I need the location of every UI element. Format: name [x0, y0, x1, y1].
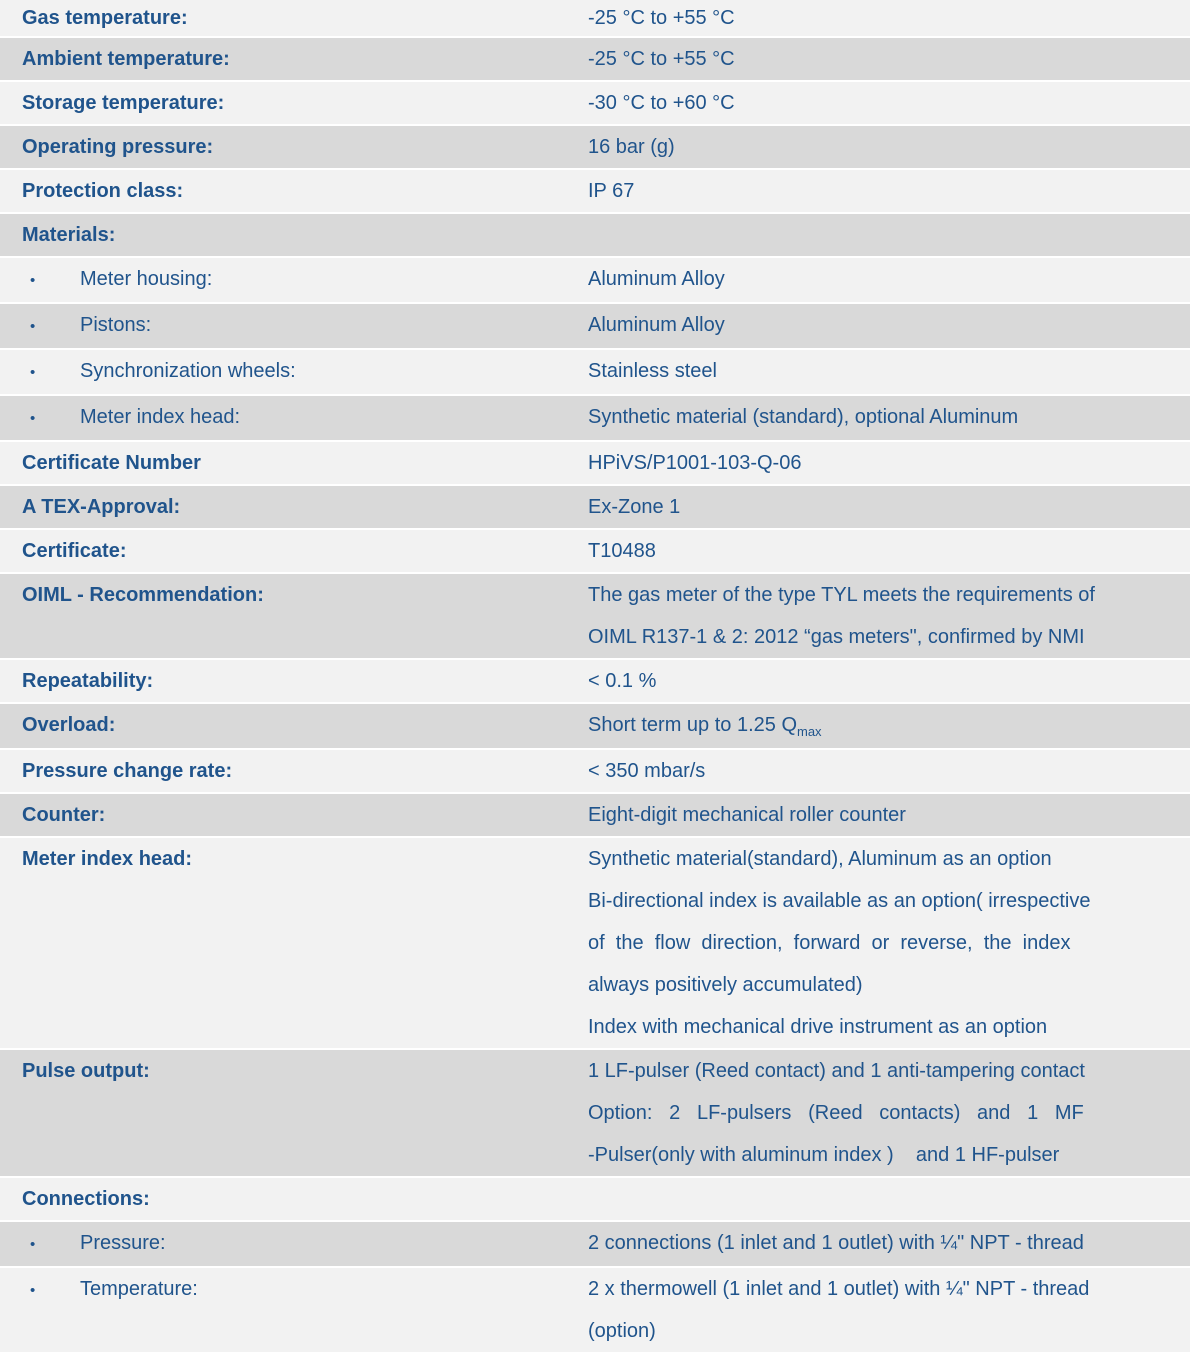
row-value-cell [588, 0, 1190, 36]
bullet-icon: • [30, 272, 36, 289]
row-label-cell [0, 838, 588, 880]
row-value-line [588, 704, 1176, 748]
row-label-cell [0, 82, 588, 124]
row-value-text: Stainless steel [588, 360, 717, 382]
bullet-icon: • [30, 1282, 36, 1299]
row-value-line [588, 530, 1176, 572]
row-label: Pulse output: [22, 1060, 150, 1082]
row-label-cell [0, 396, 588, 440]
row-label: Operating pressure: [22, 136, 214, 158]
row-value-text: Bi-directional index is available as an option( irrespective [588, 890, 1091, 912]
bullet-icon: • [30, 1236, 36, 1253]
table-row [0, 1178, 1190, 1220]
row-label: Storage temperature: [22, 92, 225, 114]
row-label-cell [0, 0, 588, 36]
row-label-cell [0, 214, 588, 256]
table-row [0, 396, 1190, 440]
row-label: Counter: [22, 804, 106, 826]
row-value-text: Eight-digit mechanical roller counter [588, 804, 906, 826]
row-value-cell [588, 574, 1190, 658]
row-value-text: Ex-Zone 1 [588, 496, 681, 518]
row-value-text: OIML R137-1 & 2: 2012 “gas meters", confirmed by NMI [588, 626, 1085, 648]
row-value-text: 2 connections (1 inlet and 1 outlet) with ¼" NPT - thread [588, 1232, 1084, 1254]
row-label: Pistons: [80, 314, 152, 336]
row-value-line [588, 616, 1176, 658]
row-label: Ambient temperature: [22, 48, 230, 70]
row-value-line [588, 964, 1176, 1006]
row-value-cell [588, 660, 1190, 702]
row-value-cell [588, 442, 1190, 484]
row-value-cell [588, 750, 1190, 792]
row-label: Meter index head: [22, 848, 193, 870]
row-value-text: < 350 mbar/s [588, 760, 706, 782]
row-value-text: T10488 [588, 540, 656, 562]
row-value-cell [588, 126, 1190, 168]
row-value-cell [588, 1222, 1190, 1264]
row-value-line [588, 750, 1176, 792]
row-value-cell [588, 258, 1190, 300]
table-row [0, 530, 1190, 572]
row-value-text: -25 °C to +55 °C [588, 48, 735, 70]
row-label-cell [0, 126, 588, 168]
row-label-cell [0, 486, 588, 528]
table-row [0, 1222, 1190, 1266]
table-row [0, 750, 1190, 792]
table-row [0, 0, 1190, 36]
table-row [0, 126, 1190, 168]
row-value-cell [588, 486, 1190, 528]
row-value-text: Option: 2 LF-pulsers (Reed contacts) and 1 MF [588, 1102, 1084, 1124]
row-value-line [588, 38, 1176, 80]
row-label: Materials: [22, 224, 116, 246]
row-label-cell [0, 574, 588, 616]
row-value-cell [588, 1050, 1190, 1176]
row-value-line [588, 574, 1176, 616]
row-value-text: -30 °C to +60 °C [588, 92, 735, 114]
row-value-line [588, 1310, 1176, 1352]
bullet-icon: • [30, 364, 36, 381]
row-label: Pressure: [80, 1232, 166, 1254]
row-label-cell [0, 750, 588, 792]
row-value-cell [588, 170, 1190, 212]
row-value-text: Synthetic material (standard), optional Aluminum [588, 406, 1019, 428]
table-row [0, 704, 1190, 748]
row-value-text: The gas meter of the type TYL meets the requirements of [588, 584, 1095, 606]
row-value-cell [588, 794, 1190, 836]
row-value-line [588, 396, 1176, 438]
row-label: Overload: [22, 714, 116, 736]
row-value-text: -Pulser(only with aluminum index ) and 1 HF-pulser [588, 1144, 1060, 1166]
row-label-cell [0, 258, 588, 302]
row-label: Synchronization wheels: [80, 360, 296, 382]
row-label-cell [0, 1268, 588, 1312]
row-value-text: Aluminum Alloy [588, 314, 725, 336]
row-label-cell [0, 704, 588, 746]
row-value-text: Aluminum Alloy [588, 268, 725, 290]
row-label: Repeatability: [22, 670, 154, 692]
table-row [0, 442, 1190, 484]
row-value-line [588, 1268, 1176, 1310]
row-value-line [588, 170, 1176, 212]
table-row [0, 38, 1190, 80]
table-row [0, 794, 1190, 836]
row-value-cell [588, 838, 1190, 1048]
row-value-line [588, 1050, 1176, 1092]
row-label: Temperature: [80, 1278, 198, 1300]
row-value-text: -25 °C to +55 °C [588, 7, 735, 29]
row-label-cell [0, 1222, 588, 1266]
row-value-text: Synthetic material(standard), Aluminum as an option [588, 848, 1052, 870]
row-label: Pressure change rate: [22, 760, 233, 782]
row-value-text: of the flow direction, forward or reverse, the index [588, 932, 1071, 954]
table-row [0, 838, 1190, 1048]
table-row [0, 574, 1190, 658]
row-label-cell [0, 170, 588, 212]
table-row [0, 258, 1190, 302]
row-label-cell [0, 794, 588, 836]
row-value-text: Index with mechanical drive instrument as an option [588, 1016, 1048, 1038]
table-row [0, 350, 1190, 394]
row-value-line [588, 442, 1176, 484]
row-value-text: IP 67 [588, 180, 635, 202]
row-value-cell [588, 38, 1190, 80]
table-row [0, 214, 1190, 256]
table-row [0, 82, 1190, 124]
row-value-text: 16 bar (g) [588, 136, 675, 158]
subscript-text: max [797, 724, 822, 739]
table-row [0, 304, 1190, 348]
row-value-line [588, 1006, 1176, 1048]
row-value-text: HPiVS/P1001-103-Q-06 [588, 452, 802, 474]
row-value-line [588, 794, 1176, 836]
row-label-cell [0, 350, 588, 394]
row-label-cell [0, 304, 588, 348]
row-value-cell [588, 350, 1190, 392]
row-label: Connections: [22, 1188, 150, 1210]
row-value-cell [588, 304, 1190, 346]
row-value-text: < 0.1 % [588, 670, 657, 692]
row-value-line [588, 1134, 1176, 1176]
row-label: Certificate Number [22, 452, 201, 474]
row-value-line [588, 486, 1176, 528]
row-value-text: Short term up to 1.25 Q [588, 714, 797, 736]
row-value-line [588, 660, 1176, 702]
row-value-text: always positively accumulated) [588, 974, 863, 996]
row-value-line [588, 304, 1176, 346]
row-value-cell [588, 530, 1190, 572]
table-row [0, 1050, 1190, 1176]
row-label: Meter index head: [80, 406, 241, 428]
table-row [0, 1268, 1190, 1352]
row-label-cell [0, 1050, 588, 1092]
row-value-line [588, 126, 1176, 168]
row-value-cell [588, 704, 1190, 748]
row-label-cell [0, 530, 588, 572]
row-value-line [588, 0, 1176, 36]
row-value-cell [588, 1268, 1190, 1352]
row-value-line [588, 1092, 1176, 1134]
row-value-line [588, 350, 1176, 392]
row-label: Gas temperature: [22, 7, 188, 29]
row-value-line [588, 258, 1176, 300]
row-value-cell [588, 82, 1190, 124]
row-label-cell [0, 1178, 588, 1220]
row-label: Certificate: [22, 540, 127, 562]
row-value-line [588, 1222, 1176, 1264]
table-row [0, 660, 1190, 702]
bullet-icon: • [30, 318, 36, 335]
row-value-line [588, 922, 1176, 964]
row-label-cell [0, 660, 588, 702]
row-label-cell [0, 442, 588, 484]
bullet-icon: • [30, 410, 36, 427]
row-label: Protection class: [22, 180, 184, 202]
row-label: Meter housing: [80, 268, 213, 290]
table-row [0, 170, 1190, 212]
row-value-text: (option) [588, 1320, 656, 1342]
row-label-cell [0, 38, 588, 80]
row-label: OIML - Recommendation: [22, 584, 264, 606]
table-row [0, 486, 1190, 528]
row-value-text: 1 LF-pulser (Reed contact) and 1 anti-tampering contact [588, 1060, 1085, 1082]
row-value-cell [588, 396, 1190, 438]
row-value-text: 2 x thermowell (1 inlet and 1 outlet) with ¼" NPT - thread [588, 1278, 1090, 1300]
row-value-line [588, 82, 1176, 124]
row-value-line [588, 880, 1176, 922]
row-label: A TEX-Approval: [22, 496, 181, 518]
row-value-line [588, 838, 1176, 880]
